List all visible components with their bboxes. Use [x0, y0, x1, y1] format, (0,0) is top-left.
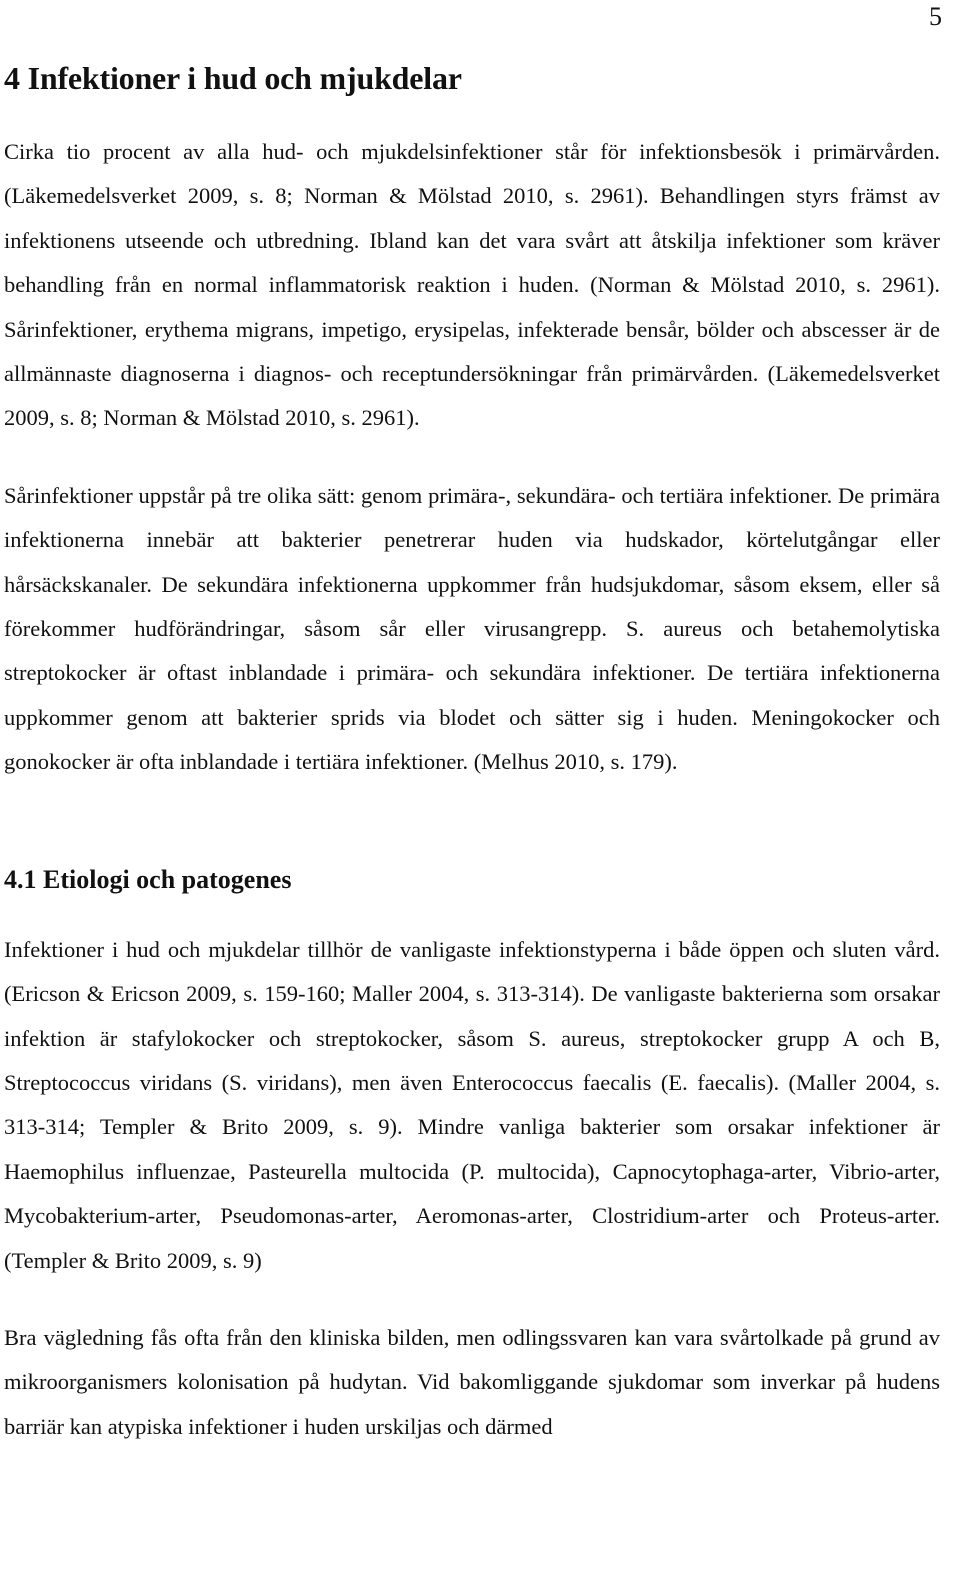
section-gap — [4, 785, 940, 862]
section-heading: 4.1 Etiologi och patogenes — [4, 864, 292, 894]
page-number: 5 — [929, 2, 942, 31]
paragraph-intro-2: Sårinfektioner uppstår på tre olika sätt: genom primära-, sekundära- och tertiära infektioner. De primära infektionerna innebär att bakterier penetrerar huden via hudskador, körtelutgångar eller hårsäckskanaler. De sekundära infektionerna uppkommer från hudsjukdomar, såsom eksem, eller så förekommer hudförändringar, såsom sår eller virusangrepp. S. aureus och betahemolytiska streptokocker är oftast inblandade i primära- och sekundära infektioner. De tertiära infektionerna uppkommer genom att bakterier sprids via blodet och sätter sig i huden. Meningokocker och gonokocker är ofta inblandade i tertiära infektioner. (Melhus 2010, s. 179). — [4, 482, 940, 775]
chapter-heading: 4 Infektioner i hud och mjukdelar — [4, 60, 462, 96]
paragraph-intro-1: Cirka tio procent av alla hud- och mjukdelsinfektioner står för infektionsbesök i primärvården. (Läkemedelsverket 2009, s. 8; Norman & Mölstad 2010, s. 2961). Behandlingen styrs främst av infektionens utseende och utbredning. Ibland kan det vara svårt att åtskilja infektioner som kräver behandling från en normal inflammatorisk reaktion i huden. (Norman & Mölstad 2010, s. 2961). Sårinfektioner, erythema migrans, impetigo, erysipelas, infekterade bensår, bölder och abscesser är de allmännaste diagnoserna i diagnos- och receptundersökningar från primärvården. (Läkemedelsverket 2009, s. 8; Norman & Mölstad 2010, s. 2961). — [4, 139, 940, 431]
paragraph-section-2: Bra vägledning fås ofta från den kliniska bilden, men odlingssvaren kan vara svårtolkade på grund av mikroorganismers kolonisation på hudytan. Vid bakomliggande sjukdomar som inverkar på hudens barriär kan atypiska infektioner i huden urskiljas och därmed — [4, 1324, 940, 1439]
paragraph-section-1: Infektioner i hud och mjukdelar tillhör de vanligaste infektionstyperna i både öppen och sluten vård. (Ericson & Ericson 2009, s. 159-160; Maller 2004, s. 313-314). De vanligaste bakterierna som orsakar infektion är stafylokocker och streptokocker, såsom S. aureus, streptokocker grupp A och B, Streptococcus viridans (S. viridans), men även Enterococcus faecalis (E. faecalis). (Maller 2004, s. 313-314; Templer & Brito 2009, s. 9). Mindre vanliga bakterier som orsakar infektioner är Haemophilus influenzae, Pasteurella multocida (P. multocida), Capnocytophaga-arter, Vibrio-arter, Mycobakterium-arter, Pseudomonas-arter, Aeromonas-arter, Clostridium-arter och Proteus-arter. (Templer & Brito 2009, s. 9) — [4, 936, 940, 1273]
page-content — [4, 56, 940, 1449]
paragraph-gap — [4, 1283, 940, 1316]
paragraph-gap — [4, 441, 940, 474]
